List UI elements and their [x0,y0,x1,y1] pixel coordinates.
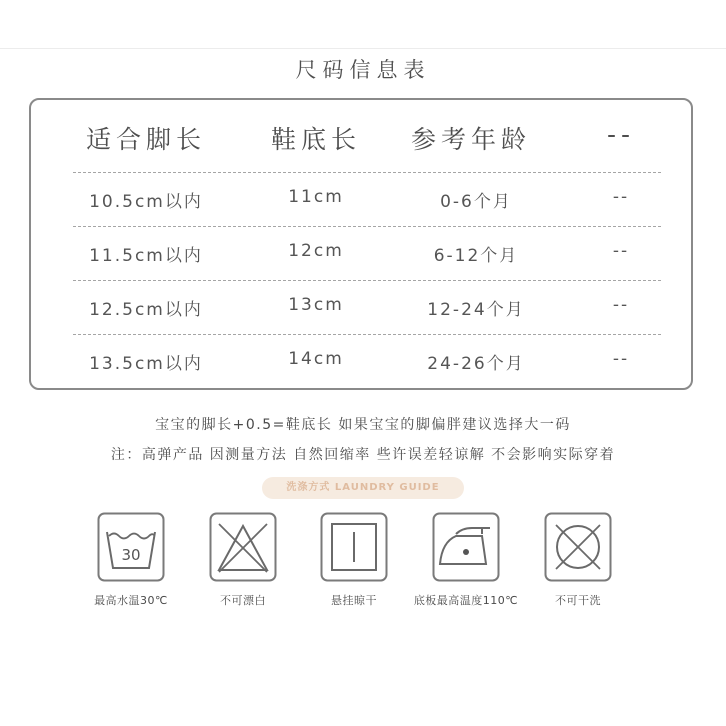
cell-reference-age: 6-12个月 [433,246,519,266]
no-dry-clean-label: 不可干洗 [555,594,601,607]
cell-foot-length: 11.5cm以内 [89,246,203,266]
wash-label: 最高水温30℃ [94,594,168,607]
wash-temperature: 30 [121,546,141,564]
page-title: 尺码信息表 [295,58,431,82]
header-extra: -- [606,120,636,149]
cell-reference-age: 24-26个月 [427,354,525,374]
size-table [29,98,693,390]
cell-sole-length: 13cm [288,295,344,315]
cell-sole-length: 12cm [288,241,344,261]
hang-dry-icon [320,512,388,582]
cell-extra: -- [612,295,630,315]
cell-sole-length: 11cm [288,187,344,207]
row-divider [73,226,661,227]
cell-foot-length: 13.5cm以内 [89,354,203,374]
size-note: 宝宝的脚长+0.5=鞋底长 如果宝宝的脚偏胖建议选择大一码 [155,417,571,433]
no-bleach-label: 不可漂白 [220,594,266,607]
cell-extra: -- [612,241,630,261]
elasticity-note: 注：高弹产品 因测量方法 自然回缩率 些许误差轻谅解 不会影响实际穿着 [110,447,616,463]
cell-extra: -- [612,349,630,369]
iron-110-icon [432,512,500,582]
row-divider [73,172,661,173]
cell-reference-age: 0-6个月 [440,192,512,212]
top-divider [0,48,726,49]
cell-extra: -- [612,187,630,207]
row-divider [73,280,661,281]
no-bleach-icon [209,512,277,582]
cell-foot-length: 12.5cm以内 [89,300,203,320]
cell-reference-age: 12-24个月 [427,300,525,320]
cell-sole-length: 14cm [288,349,344,369]
header-sole-length: 鞋底长 [270,125,361,154]
laundry-guide-badge: 洗涤方式 LAUNDRY GUIDE [262,477,464,499]
header-reference-age: 参考年龄 [410,125,531,154]
no-dry-clean-icon [544,512,612,582]
iron-label: 底板最高温度110℃ [413,594,519,607]
wash-30-icon [97,512,165,582]
row-divider [73,334,661,335]
cell-foot-length: 10.5cm以内 [89,192,203,212]
hang-dry-label: 悬挂晾干 [331,594,377,607]
header-foot-length: 适合脚长 [85,125,206,154]
